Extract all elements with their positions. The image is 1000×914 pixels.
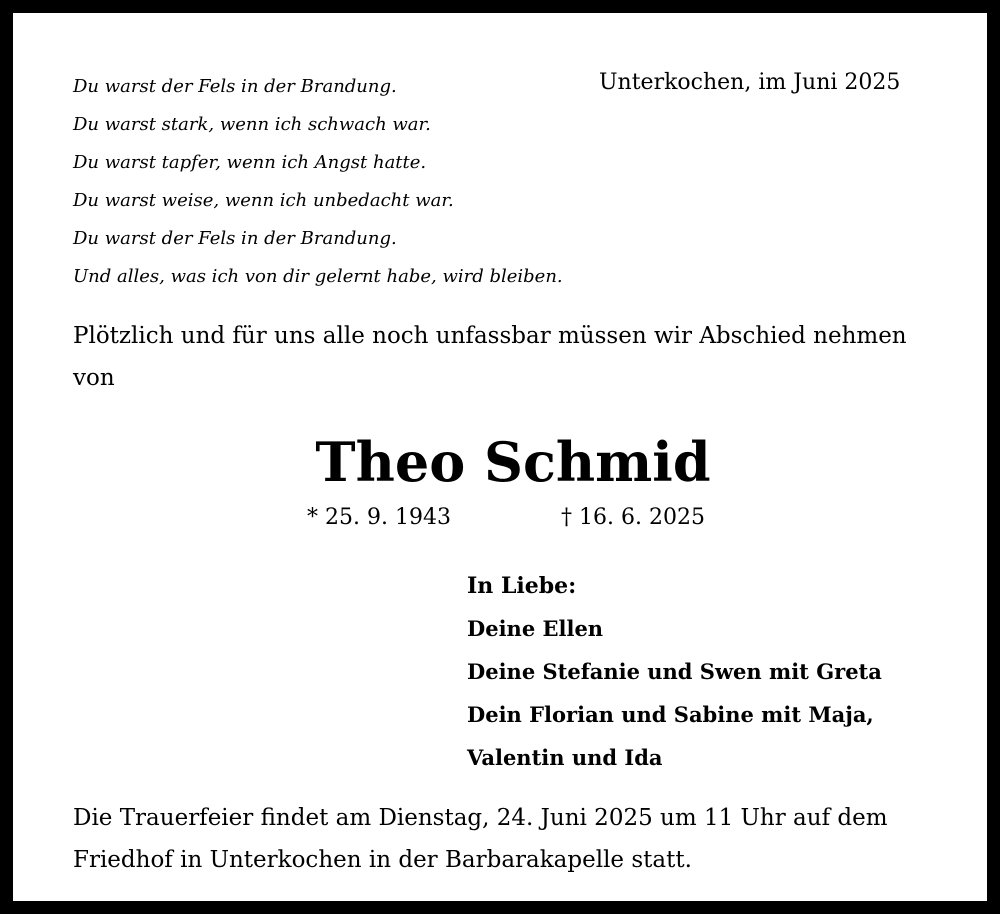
place-date: Unterkochen, im Juni 2025: [599, 70, 901, 95]
mourner-line: Valentin und Ida: [467, 745, 663, 770]
mourners-list: [467, 565, 882, 779]
mourner-line: Deine Ellen: [467, 616, 604, 641]
birth-date: * 25. 9. 1943: [307, 505, 451, 530]
announcement-text: Plötzlich und für uns alle noch unfassbar müssen wir Abschied nehmen von: [73, 323, 907, 391]
poem: [73, 68, 563, 296]
poem-line: Du warst stark, wenn ich schwach war.: [73, 114, 431, 135]
poem-line: Du warst weise, wenn ich unbedacht war.: [73, 190, 454, 211]
deceased-name: Theo Schmid: [315, 430, 711, 494]
poem-line: Du warst tapfer, wenn ich Angst hatte.: [73, 152, 427, 173]
mourners-intro: In Liebe:: [467, 573, 577, 599]
death-date: † 16. 6. 2025: [561, 505, 705, 530]
poem-line: Du warst der Fels in der Brandung.: [73, 228, 397, 249]
mourner-line: Deine Stefanie und Swen mit Greta: [467, 659, 882, 684]
mourner-line: Dein Florian und Sabine mit Maja,: [467, 702, 874, 727]
poem-line: Du warst der Fels in der Brandung.: [73, 76, 397, 97]
funeral-service-text: Die Trauerfeier findet am Dienstag, 24. Juni 2025 um 11 Uhr auf dem Friedhof in Unterkochen in der Barbarakapelle statt.: [73, 805, 888, 873]
poem-line: Und alles, was ich von dir gelernt habe, wird bleiben.: [73, 266, 563, 287]
